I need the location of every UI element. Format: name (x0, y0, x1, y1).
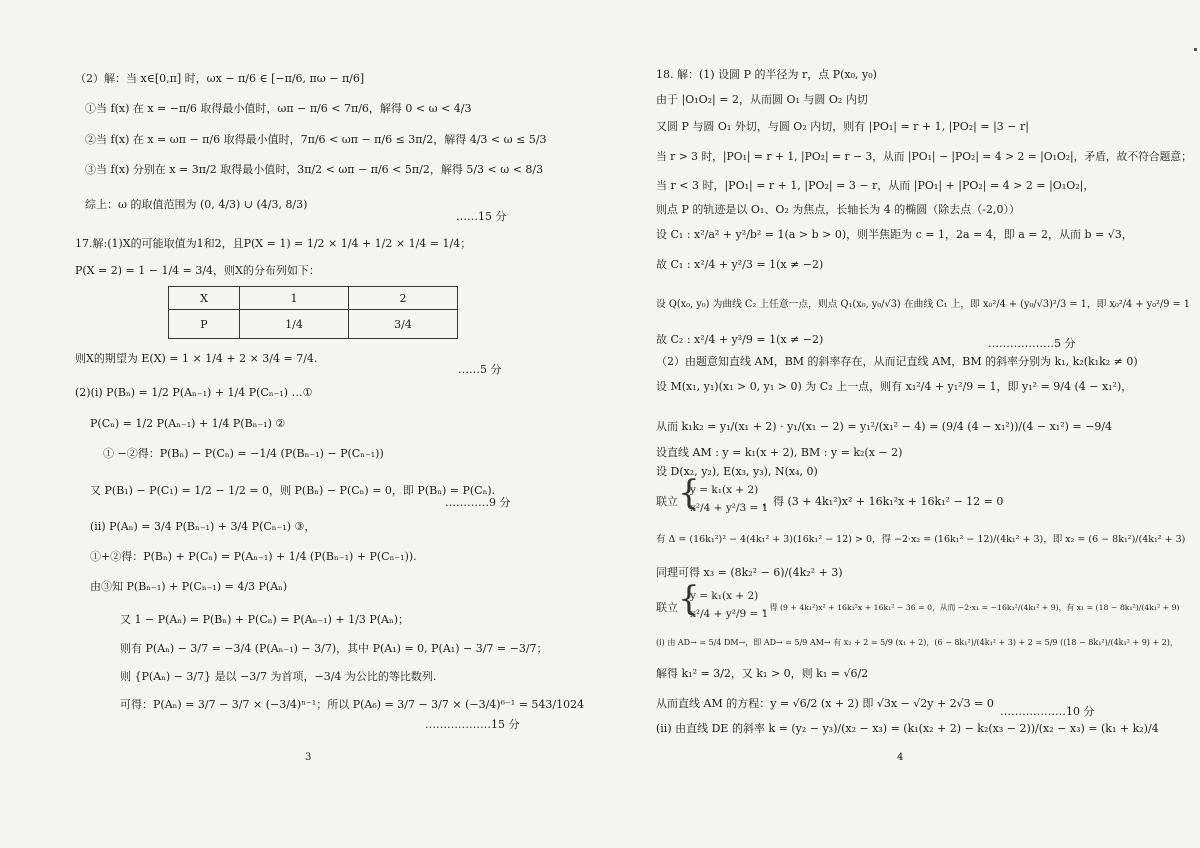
system-label: 联立 (656, 601, 678, 614)
system-label: 联立 (656, 495, 678, 508)
page-number: 4 (897, 752, 904, 763)
text-line: P(X = 2) = 1 − 1/4 = 3/4，则X的分布列如下： (75, 264, 320, 277)
text-line: 故 C₁ : x²/4 + y²/3 = 1(x ≠ −2) (656, 258, 824, 271)
system-equation: y = k₁(x + 2) (690, 484, 759, 496)
table-cell: 1/4 (240, 310, 349, 339)
system-equation: x²/4 + y²/3 = 1 (690, 502, 769, 514)
text-line: 故 C₂ : x²/4 + y²/9 = 1(x ≠ −2) (656, 333, 824, 346)
text-line: 当 r < 3 时，|PO₁| = r + 1, |PO₂| = 3 − r，从而 |PO₁| + |PO₂| = 4 > 2 = |O₁O₂|， (656, 179, 1095, 192)
brace-icon: { (678, 579, 700, 619)
text-line: 设 D(x₂, y₂), E(x₃, y₃), N(x₄, 0) (656, 465, 818, 478)
table-cell: 3/4 (349, 310, 458, 339)
text-line: ① −②得：P(Bₙ) − P(Cₙ) = −1/4 (P(Bₙ₋₁) − P(Cₙ₋₁)) (103, 447, 384, 460)
table-row (169, 287, 458, 310)
brace-icon: { (678, 473, 700, 513)
text-line: 17.解:(1)X的可能取值为1和2，且P(X = 1) = 1/2 × 1/4 + 1/2 × 1/4 = 1/4； (75, 237, 472, 250)
text-line: P(Cₙ) = 1/2 P(Aₙ₋₁) + 1/4 P(Bₙ₋₁) ② (90, 417, 286, 430)
text-line: 设直线 AM : y = k₁(x + 2), BM : y = k₂(x − 2) (656, 446, 903, 459)
distribution-table (168, 286, 458, 339)
text-line: ，得 (3 + 4k₁²)x² + 16k₁²x + 16k₁² − 12 = 0 (762, 495, 1004, 508)
text-line: ①当 f(x) 在 x = −π/6 取得最小值时，ωπ − π/6 < 7π/6，解得 0 < ω < 4/3 (85, 102, 472, 115)
text-line: 从而 k₁k₂ = y₁/(x₁ + 2) · y₁/(x₁ − 2) = y₁²/(x₁² − 4) = (9/4 (4 − x₁²))/(4 − x₁²) = −9/4 (656, 420, 1113, 433)
text-line: 由③知 P(Bₙ₋₁) + P(Cₙ₋₁) = 4/3 P(Aₙ) (90, 580, 288, 593)
system-equation: y = k₁(x + 2) (690, 590, 759, 602)
text-line: 可得：P(Aₙ) = 3/7 − 3/7 × (−3/4)ⁿ⁻¹；所以 P(A₆) = 3/7 − 3/7 × (−3/4)⁶⁻¹ = 543/1024 (120, 698, 585, 711)
text-line: 从而直线 AM 的方程：y = √6/2 (x + 2) 即 √3x − √2y + 2√3 = 0 (656, 697, 994, 710)
score-mark: ………………10 分 (1000, 705, 1095, 718)
text-line: 由于 |O₁O₂| = 2，从而圆 O₁ 与圆 O₂ 内切 (656, 93, 868, 106)
table-cell: 1 (240, 287, 349, 310)
text-line: 又 1 − P(Aₙ) = P(Bₙ) + P(Cₙ) = P(Aₙ₋₁) + 1/3 P(Aₙ)； (120, 613, 410, 626)
system-equation: x²/4 + y²/9 = 1 (690, 608, 769, 620)
text-line: ③当 f(x) 分别在 x = 3π/2 取得最小值时，3π/2 < ωπ − π/6 < 5π/2，解得 5/3 < ω < 8/3 (85, 163, 544, 176)
text-line: 则有 P(Aₙ) − 3/7 = −3/4 (P(Aₙ₋₁) − 3/7)，其中 P(A₁) = 0, P(A₁) − 3/7 = −3/7； (120, 642, 548, 655)
text-line: (2)(i) P(Bₙ) = 1/2 P(Aₙ₋₁) + 1/4 P(Cₙ₋₁) …① (75, 386, 313, 399)
table-cell: P (169, 310, 240, 339)
text-line: ，得 (9 + 4k₁²)x² + 16k₁²x + 16k₁² − 36 = 0，从而 −2·x₁ = −16k₁²/(4k₁² + 9)，有 x₁ = (18 − 8k₁²)/(4k₁² + 9) (762, 603, 1180, 612)
table-cell: 2 (349, 287, 458, 310)
text-line: 则X的期望为 E(X) = 1 × 1/4 + 2 × 3/4 = 7/4. (75, 352, 318, 365)
text-line: 同理可得 x₃ = (8k₂² − 6)/(4k₂² + 3) (656, 566, 843, 579)
text-line: (ii) 由直线 DE 的斜率 k = (y₂ − y₃)/(x₂ − x₃) = (k₁(x₂ + 2) − k₂(x₃ − 2))/(x₂ − x₃) = (k₁ + k₂)/4 (656, 722, 1159, 735)
text-line: 设 Q(x₀, y₀) 为曲线 C₂ 上任意一点，则点 Q₁(x₀, y₀/√3) 在曲线 C₁ 上，即 x₀²/4 + (y₀/√3)²/3 = 1，即 x₀²/4 + y₀²/9 = 1 (656, 299, 1191, 310)
text-line: （2）解：当 x∈[0,π] 时，ωx − π/6 ∈ [−π/6, πω − π/6] (75, 72, 365, 85)
table-row (169, 310, 458, 339)
table-cell: X (169, 287, 240, 310)
text-line: 解得 k₁² = 3/2，又 k₁ > 0，则 k₁ = √6/2 (656, 667, 869, 680)
text-line: 又圆 P 与圆 O₁ 外切，与圆 O₂ 内切，则有 |PO₁| = r + 1, |PO₂| = |3 − r| (656, 120, 1029, 133)
text-line: 则点 P 的轨迹是以 O₁、O₂ 为焦点，长轴长为 4 的椭圆（除去点（-2,0）） (656, 203, 1020, 216)
score-mark: ………………15 分 (425, 718, 520, 731)
text-line: 设 C₁ : x²/a² + y²/b² = 1(a > b > 0)，则半焦距为 c = 1，2a = 4，即 a = 2，从而 b = √3， (656, 228, 1133, 241)
text-line: 有 Δ = (16k₁²)² − 4(4k₁² + 3)(16k₁² − 12) > 0，得 −2·x₂ = (16k₁² − 12)/(4k₁² + 3)，即 x₂ = (6 − 8k₁²)/(4k₁² + 3) (656, 534, 1186, 545)
text-line: ①+②得：P(Bₙ) + P(Cₙ) = P(Aₙ₋₁) + 1/4 (P(Bₙ₋₁) + P(Cₙ₋₁)). (90, 550, 417, 563)
right-page (600, 0, 1200, 848)
text-line: (ii) P(Aₙ) = 3/4 P(Bₙ₋₁) + 3/4 P(Cₙ₋₁) ③， (90, 520, 316, 533)
text-line: 综上：ω 的取值范围为 (0, 4/3) ∪ (4/3, 8/3) (85, 198, 308, 211)
text-line: 设 M(x₁, y₁)(x₁ > 0, y₁ > 0) 为 C₂ 上一点，则有 x₁²/4 + y₁²/9 = 1，即 y₁² = 9/4 (4 − x₁²)， (656, 380, 1133, 393)
text-line: 则 {P(Aₙ) − 3/7} 是以 −3/7 为首项，−3/4 为公比的等比数列. (120, 670, 437, 683)
text-line: （2）由题意知直线 AM，BM 的斜率存在，从而记直线 AM，BM 的斜率分别为 k₁, k₂(k₁k₂ ≠ 0) (656, 355, 1138, 368)
score-mark: ……15 分 (456, 210, 507, 223)
score-mark: ……5 分 (458, 363, 502, 376)
text-line: 又 P(B₁) − P(C₁) = 1/2 − 1/2 = 0，则 P(Bₙ) − P(Cₙ) = 0，即 P(Bₙ) = P(Cₙ). (90, 484, 496, 497)
text-line: 18. 解：(1) 设圆 P 的半径为 r，点 P(x₀, y₀) (656, 68, 877, 81)
text-line: 当 r > 3 时，|PO₁| = r + 1, |PO₂| = r − 3，从而 |PO₁| − |PO₂| = 4 > 2 = |O₁O₂|，矛盾，故不符合题意； (656, 150, 1192, 163)
text-line: (i) 由 AD→ = 5/4 DM→，即 AD→ = 5/9 AM→ 有 x₂ + 2 = 5/9 (x₁ + 2)，(6 − 8k₁²)/(4k₁² + 3) + 2 = 5/9 ((18 − 8k₁²)/(4k₁² + 9) + 2)， (656, 638, 1178, 647)
text-line: ②当 f(x) 在 x = ωπ − π/6 取得最小值时，7π/6 < ωπ − π/6 ≤ 3π/2，解得 4/3 < ω ≤ 5/3 (85, 133, 547, 146)
page-number: 3 (305, 752, 312, 763)
scan-speck (1194, 48, 1197, 51)
score-mark: …………9 分 (445, 496, 511, 509)
score-mark: ………………5 分 (988, 337, 1076, 350)
